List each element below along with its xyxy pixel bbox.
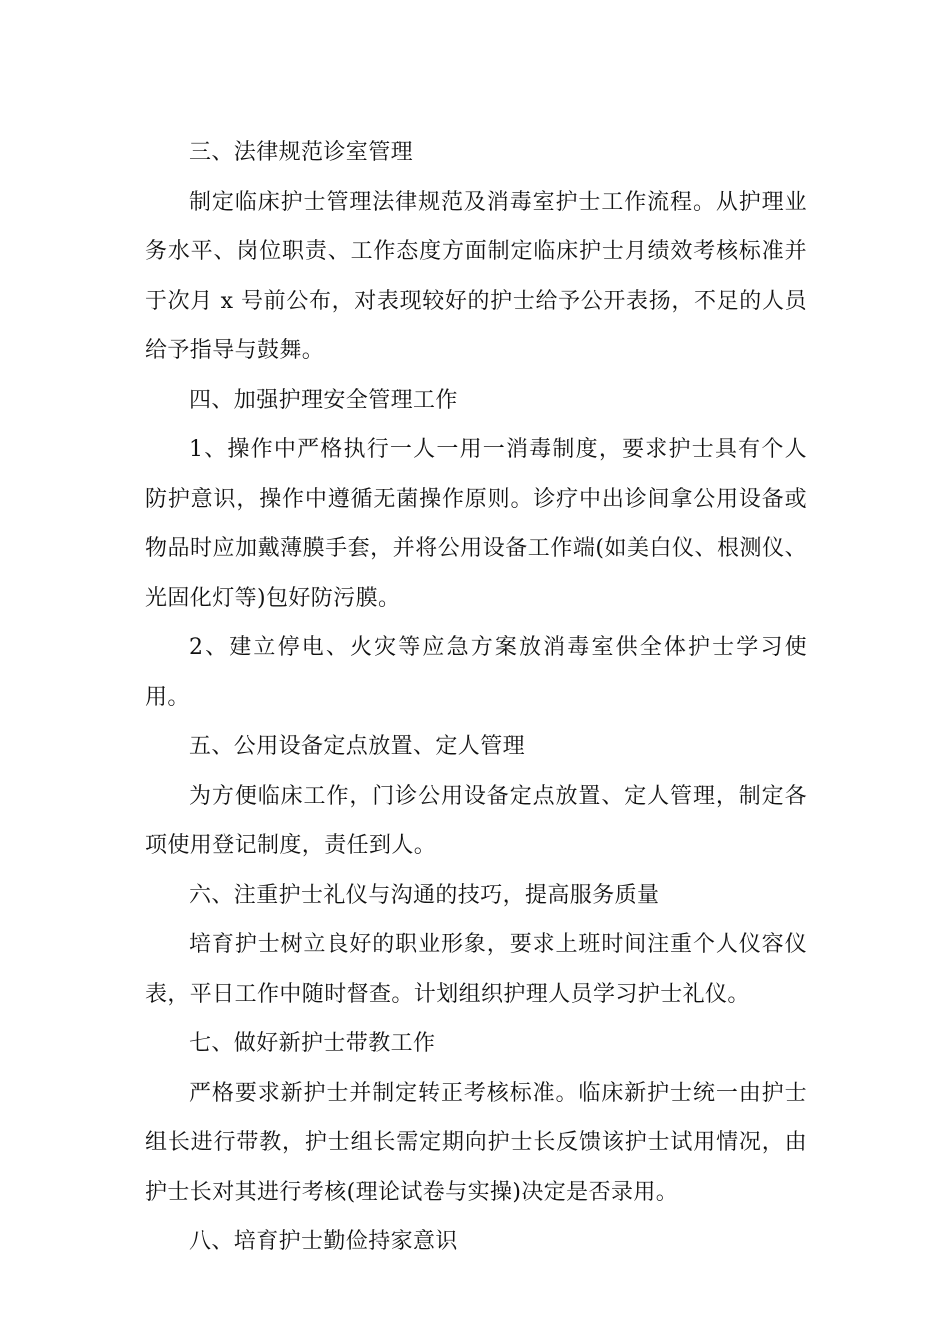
section-heading-new-nurse: 七、做好新护士带教工作 [189, 1031, 436, 1056]
section-heading-thrift: 八、培育护士勤俭持家意识 [189, 1229, 458, 1254]
section-heading-equipment: 五、公用设备定点放置、定人管理 [189, 734, 526, 759]
section-heading-etiquette: 六、注重护士礼仪与沟通的技巧，提高服务质量 [189, 882, 660, 908]
document-body [145, 128, 807, 1267]
paragraph-safety-1: 1、操作中严格执行一人一用一消毒制度，要求护士具有个人防护意识，操作中遵循无菌操作原则。诊疗中出诊间拿公用设备或物品时应加戴薄膜手套，并将公用设备工作端(如美白仪、根测仪、光固化灯等)包好防污膜。 [145, 437, 807, 611]
paragraph-equipment: 为方便临床工作，门诊公用设备定点放置、定人管理，制定各项使用登记制度，责任到人。 [145, 783, 807, 858]
paragraph-safety-2: 2、建立停电、火灾等应急方案放消毒室供全体护士学习使用。 [145, 635, 807, 710]
paragraph-etiquette: 培育护士树立良好的职业形象，要求上班时间注重个人仪容仪表，平日工作中随时督查。计划组织护理人员学习护士礼仪。 [145, 932, 807, 1007]
section-heading-legal-norms: 三、法律规范诊室管理 [189, 140, 414, 165]
section-heading-safety: 四、加强护理安全管理工作 [189, 387, 458, 413]
paragraph-legal-norms: 制定临床护士管理法律规范及消毒室护士工作流程。从护理业务水平、岗位职责、工作态度方面制定临床护士月绩效考核标准并于次月 x 号前公布，对表现较好的护士给予公开表扬，不足的人员给予指导与鼓舞。 [145, 189, 807, 363]
paragraph-new-nurse: 严格要求新护士并制定转正考核标准。临床新护士统一由护士组长进行带教，护士组长需定期向护士长反馈该护士试用情况，由护士长对其进行考核(理论试卷与实操)决定是否录用。 [145, 1080, 807, 1205]
